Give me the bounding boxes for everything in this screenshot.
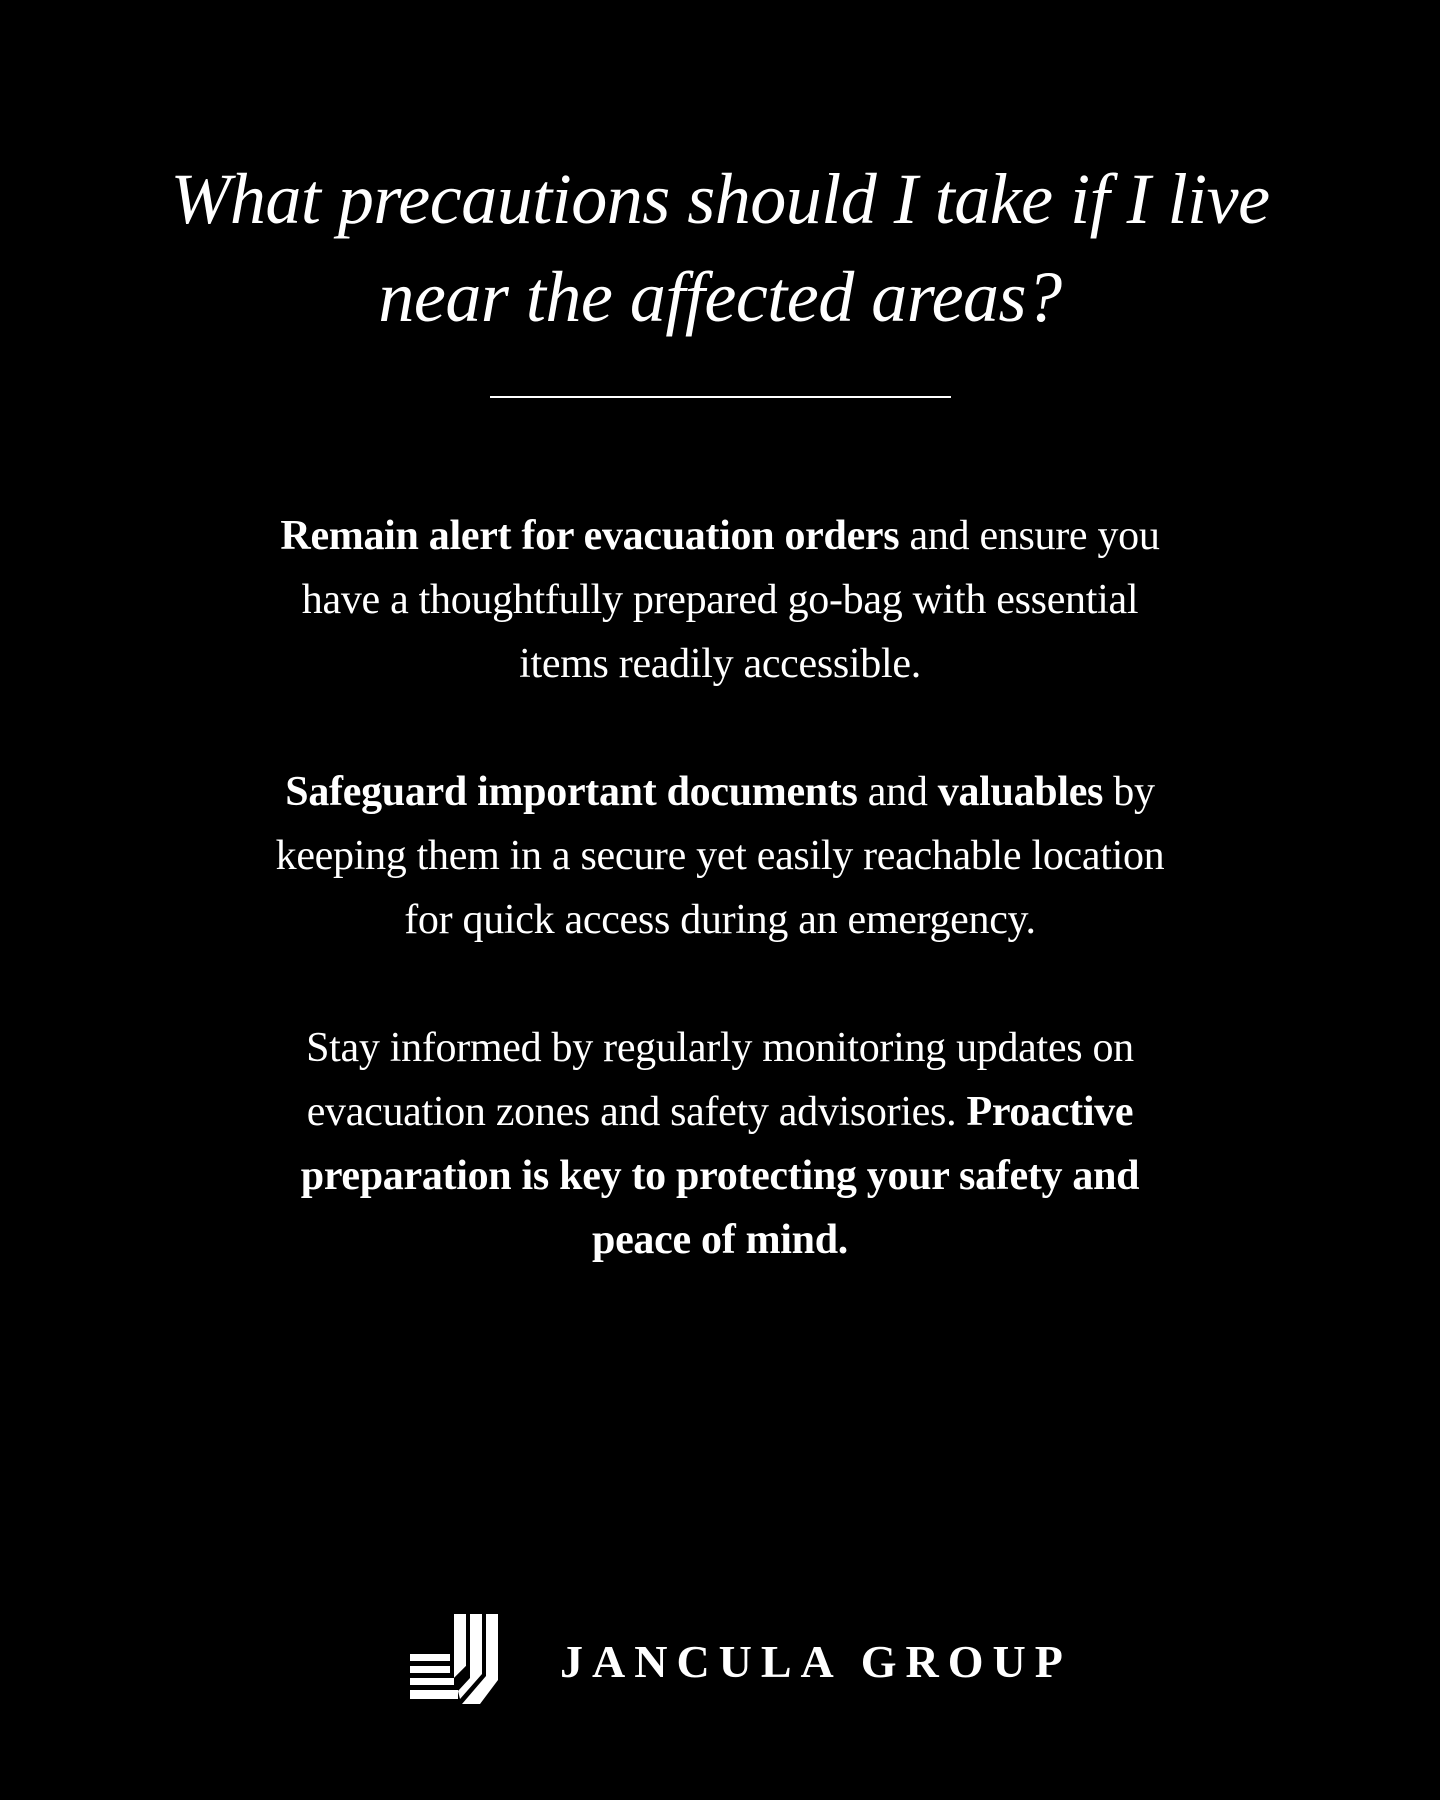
brand-name: JANCULA GROUP (560, 1636, 1072, 1687)
paragraph-evacuation (270, 504, 1170, 696)
brand-logo (410, 1614, 1072, 1706)
text-segment: Remain alert for evacuation orders (280, 513, 900, 559)
text-segment: Proactive preparation is key to protecting your safety and peace of mind. (300, 1089, 1140, 1263)
text-segment: and (857, 769, 938, 815)
body-text (270, 504, 1170, 1336)
text-segment: and ensure you have a thoughtfully prepared go-bag with essential items readily accessible. (301, 513, 1160, 687)
text-segment: Stay informed by regularly monitoring updates on evacuation zones and safety advisories. (306, 1025, 1134, 1135)
paragraph-documents (270, 760, 1170, 952)
text-segment: by keeping them in a secure yet easily reachable location for quick access during an emergency. (275, 769, 1165, 943)
page-title: What precautions should I take if I live near the affected areas? (170, 159, 1270, 337)
paragraph-stay-informed (270, 1016, 1170, 1272)
text-segment: valuables (937, 769, 1104, 815)
title-divider (490, 396, 951, 398)
jancula-group-logo-icon (410, 1614, 502, 1706)
text-segment: Safeguard important documents (285, 769, 858, 815)
